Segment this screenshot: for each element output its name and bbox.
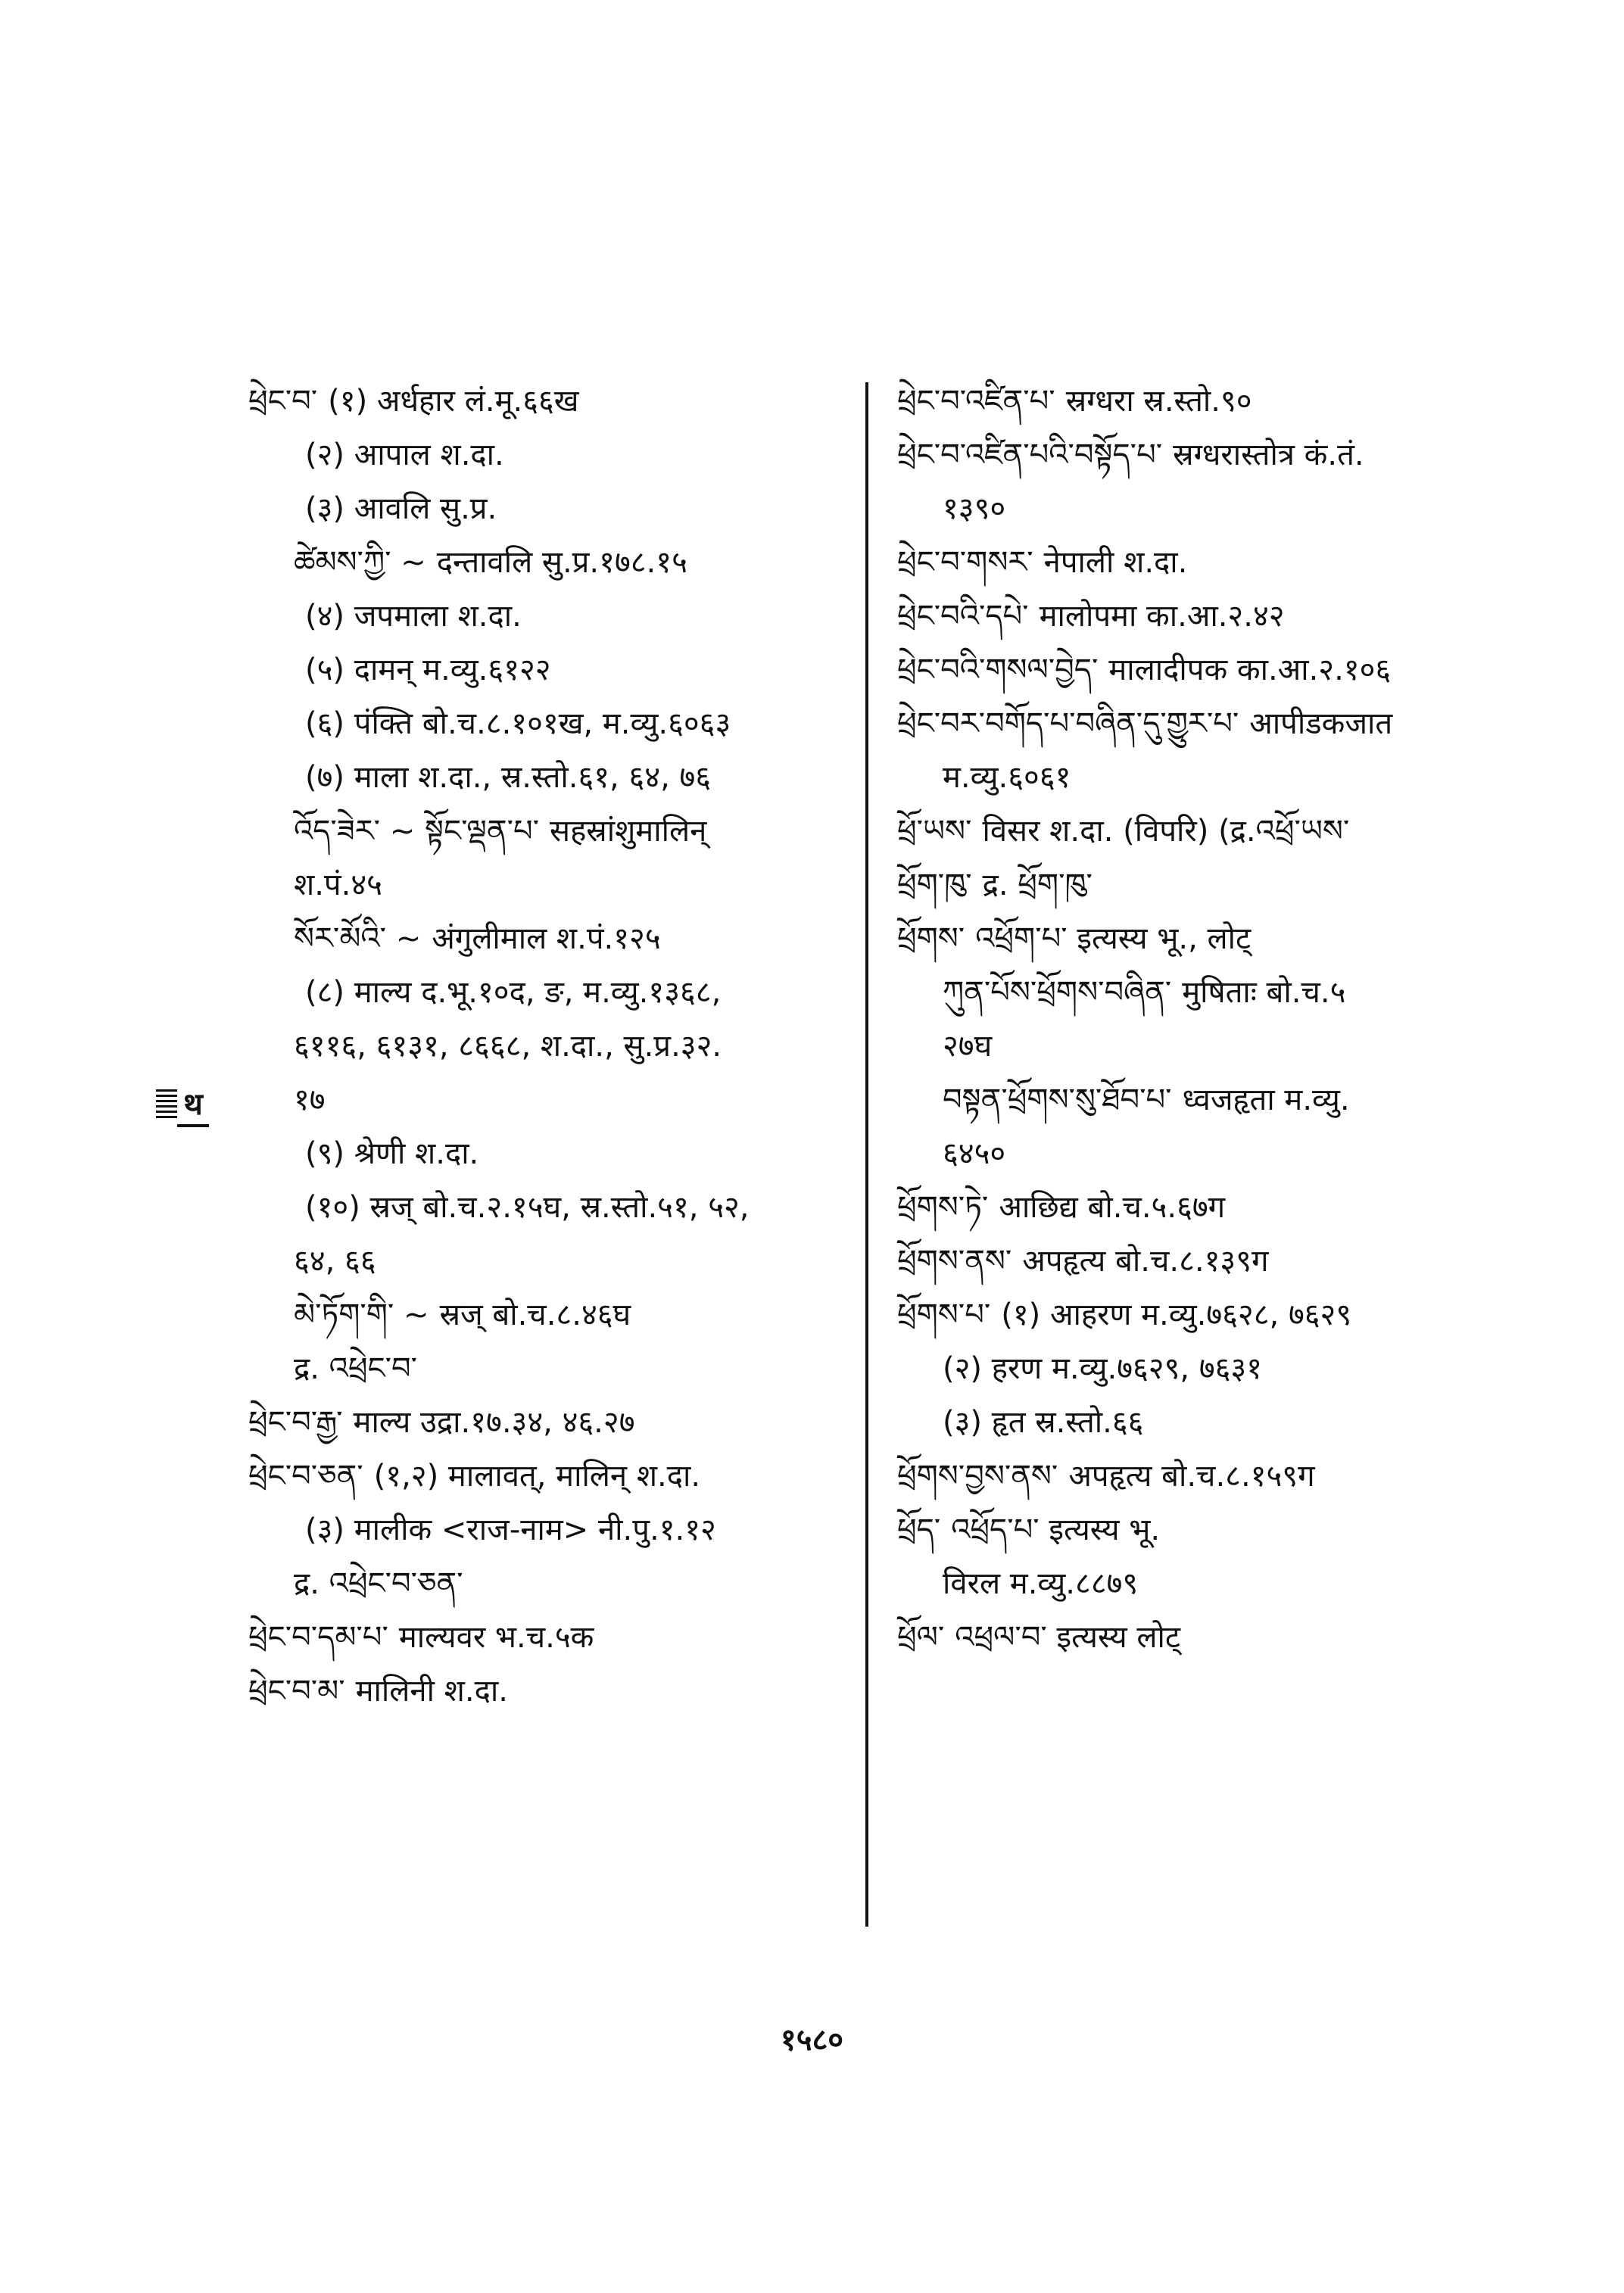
left-column — [248, 382, 846, 1710]
sanskrit-definition: स्रग्धरास्तोत्र कं.तं. — [1173, 438, 1364, 472]
sanskrit-definition: मुषिताः बो.च.५ — [1182, 975, 1346, 1010]
grammatical-note: འཕྲལ་བ་ इत्यस्य लोट् — [955, 1620, 1181, 1655]
sanskrit-definition: माल्यवर भ.च.५क — [398, 1620, 594, 1655]
entry-line — [248, 597, 846, 635]
tibetan-headword: ཕྲེང་བ་གསར་ — [897, 545, 1033, 580]
right-column — [897, 382, 1503, 1656]
tibetan-headword: ཕྲེང་བ་འཛིན་པའི་བསྟོད་པ་ — [897, 438, 1163, 472]
entry-line — [897, 490, 1503, 528]
entry-line — [248, 1565, 846, 1603]
entry-line — [248, 1135, 846, 1173]
section-letter-marker — [156, 1085, 209, 1124]
sanskrit-definition: ६४, ६६ — [294, 1244, 376, 1279]
entry-line — [897, 1457, 1503, 1495]
tibetan-headword: ཕྲེང་བ་འཛིན་པ་ — [897, 384, 1055, 419]
sanskrit-definition: (१०) स्रज् बो.च.२.१५घ, स्र.स्तो.५१, ५२, — [305, 1190, 750, 1225]
tibetan-headword: ཕྲོལ་ — [897, 1620, 945, 1655]
entry-line — [897, 866, 1503, 904]
entry-line — [248, 1672, 846, 1710]
entry-line — [248, 974, 846, 1011]
sanskrit-definition: मालादीपक का.आ.२.१०६ — [1108, 653, 1392, 687]
entry-line — [897, 1350, 1503, 1388]
entry-line — [248, 1081, 846, 1119]
grammatical-note: འཕྲོད་པ་ इत्यस्य भू. — [951, 1513, 1161, 1547]
sanskrit-definition: (३) हृत स्र.स्तो.६६ — [943, 1405, 1144, 1440]
entry-line — [248, 759, 846, 796]
sanskrit-definition: (५) दामन् म.व्यु.६१२२ — [305, 653, 551, 687]
sanskrit-definition: (२) आपाल श.दा. — [305, 438, 504, 472]
entry-line — [248, 920, 846, 958]
entry-line — [248, 705, 846, 743]
page-number: १५८० — [780, 2023, 844, 2058]
sanskrit-definition: अंगुलीमाल श.पं.१२५ — [432, 921, 661, 956]
sanskrit-definition: (३) मालीक <राज-नाम> नी.पु.१.१२ — [305, 1513, 716, 1547]
sanskrit-definition: (४) जपमाला श.दा. — [305, 599, 522, 634]
sanskrit-definition: (१) आहरण म.व्यु.७६२८, ७६२९ — [1001, 1298, 1352, 1332]
sanskrit-definition: मालिनी श.दा. — [355, 1674, 508, 1709]
tibetan-phrase: བསྟན་ཕྲོགས་སུ་ཐོབ་པ་ — [943, 1083, 1172, 1117]
tibetan-headword: ཕྲོ་ཡས་ — [897, 814, 972, 849]
sanskrit-definition: आपीडकजात — [1249, 706, 1393, 741]
entry-line — [248, 1404, 846, 1441]
cross-reference: द्र. འཕྲེང་བ་ — [294, 1351, 418, 1386]
entry-line — [897, 705, 1503, 743]
tibetan-headword: ཕྲོགས་ནས་ — [897, 1244, 1012, 1279]
entry-line — [897, 812, 1503, 850]
sanskrit-definition: (३) आवलि सु.प्र. — [305, 491, 497, 526]
sanskrit-definition: अपहृत्य बो.च.८.१५९ग — [1068, 1459, 1315, 1494]
entry-line — [248, 1242, 846, 1280]
sanskrit-definition: (६) पंक्ति बो.च.८.१०१ख, म.व्यु.६०६३ — [305, 706, 731, 741]
tibetan-phrase: ཀུན་པོས་ཕྲོགས་བཞིན་ — [943, 975, 1172, 1010]
entry-line — [248, 436, 846, 474]
sanskrit-definition: (७) माला श.दा., स्र.स्तो.६१, ६४, ७६ — [305, 760, 712, 795]
tibetan-headword: ཕྲེང་བ་དམ་པ་ — [248, 1620, 388, 1655]
entry-line — [248, 490, 846, 528]
sanskrit-definition: ६११६, ६१३१, ८६६८, श.दा., सु.प्र.३२. — [294, 1029, 722, 1064]
entry-line — [248, 1457, 846, 1495]
cross-reference: द्र. འཕྲེང་བ་ཅན་ — [294, 1566, 463, 1601]
entry-line — [897, 1242, 1503, 1280]
tibetan-headword: སོར་མོའི་ ~ — [294, 921, 422, 956]
tibetan-headword: ཕྲེང་བ་ — [248, 384, 318, 419]
entry-line — [248, 544, 846, 581]
sanskrit-definition: विसर श.दा. (विपरि) (द्र.འཕྲོ་ཡས་ — [982, 814, 1350, 849]
sanskrit-definition: आछिद्य बो.च.५.६७ग — [999, 1190, 1226, 1225]
entry-line — [897, 436, 1503, 474]
column-divider — [865, 382, 868, 1927]
tibetan-headword: ཕྲེང་བའི་གསལ་བྱེད་ — [897, 653, 1099, 687]
tibetan-headword: ཕྲོགས་པ་ — [897, 1298, 991, 1332]
sanskrit-definition: १३९० — [943, 491, 1006, 526]
entry-line — [897, 1027, 1503, 1065]
tibetan-headword: ཕྲོགས་ཏེ་ — [897, 1190, 989, 1225]
entry-line — [897, 1511, 1503, 1549]
sanskrit-definition: मालोपमा का.आ.२.४२ — [1039, 599, 1285, 634]
entry-line — [248, 1189, 846, 1226]
sanskrit-definition: स्रज् बो.च.८.४६घ — [439, 1298, 631, 1332]
entry-line — [248, 1296, 846, 1334]
grammatical-note: འཕྲོག་པ་ इत्यस्य भू., लोट् — [975, 921, 1252, 956]
entry-line — [248, 866, 846, 904]
tibetan-headword: ཕྲོག་ཁུ་ — [897, 868, 972, 902]
tibetan-headword: ཚེམས་ཀྱི་ ~ — [294, 545, 426, 580]
entry-line — [248, 1618, 846, 1656]
sanskrit-definition: माल्य उद्रा.१७.३४, ४६.२७ — [353, 1405, 635, 1440]
thumb-index-bars — [156, 1089, 177, 1120]
tibetan-headword: ཕྲེང་བ་རྒྱ་ — [248, 1405, 343, 1440]
tibetan-headword: ཕྲེང་བའི་དཔེ་ — [897, 599, 1029, 634]
entry-line — [248, 812, 846, 850]
sanskrit-definition: स्रग्धरा स्र.स्तो.९० — [1065, 384, 1252, 419]
sanskrit-definition: ६४५० — [943, 1136, 1006, 1171]
tibetan-headword: ཕྲོགས་ — [897, 921, 965, 956]
sanskrit-definition: अपहृत्य बो.च.८.१३९ग — [1022, 1244, 1269, 1279]
entry-line — [897, 1189, 1503, 1226]
entry-line — [897, 920, 1503, 958]
sanskrit-definition: १७ — [294, 1083, 326, 1117]
cross-reference: द्र. ཕྲོག་ཁུ་ — [982, 868, 1093, 902]
tibetan-headword: ཕྲོགས་བྱས་ནས་ — [897, 1459, 1058, 1494]
section-letter: थ — [177, 1085, 209, 1127]
sanskrit-definition: (२) हरण म.व्यु.७६२९, ७६३१ — [943, 1351, 1263, 1386]
sanskrit-definition: म.व्यु.६०६१ — [943, 760, 1071, 795]
entry-line — [897, 544, 1503, 581]
entry-line — [897, 597, 1503, 635]
entry-line — [897, 382, 1503, 420]
sanskrit-definition: (१) अर्धहार लं.मू.६६ख — [328, 384, 579, 419]
entry-line — [897, 1135, 1503, 1173]
sanskrit-definition: २७घ — [943, 1029, 993, 1064]
entry-line — [897, 1404, 1503, 1441]
entry-line — [897, 1618, 1503, 1656]
entry-line — [248, 382, 846, 420]
entry-line — [248, 651, 846, 689]
entry-line — [897, 974, 1503, 1011]
entry-line — [248, 1350, 846, 1388]
entry-line — [897, 1565, 1503, 1603]
sanskrit-definition: ध्वजहृता म.व्यु. — [1182, 1083, 1350, 1117]
sanskrit-definition: विरल म.व्यु.८८७९ — [943, 1566, 1139, 1601]
tibetan-headword: ཕྲོད་ — [897, 1513, 941, 1547]
sanskrit-definition: (१,२) मालावत्, मालिन् श.दा. — [373, 1459, 701, 1494]
tibetan-headword: ཕྲེང་བ་མ་ — [248, 1674, 345, 1709]
entry-line — [248, 1511, 846, 1549]
entry-line — [897, 1296, 1503, 1334]
sanskrit-definition: सहस्रांशुमालिन् — [550, 814, 707, 849]
tibetan-headword: མེ་ཏོག་གི་ ~ — [294, 1298, 429, 1332]
sanskrit-definition: नेपाली श.दा. — [1043, 545, 1188, 580]
tibetan-headword: ཕྲེང་བར་བགོད་པ་བཞིན་དུ་གྱུར་པ་ — [897, 706, 1239, 741]
entry-line — [897, 651, 1503, 689]
sanskrit-definition: (८) माल्य द.भू.१०द, ङ, म.व्यु.१३६८, — [305, 975, 722, 1010]
entry-line — [897, 1081, 1503, 1119]
sanskrit-definition: (९) श्रेणी श.दा. — [305, 1136, 479, 1171]
entry-line — [897, 759, 1503, 796]
tibetan-headword: འོད་ཟེར་ ~ སྟོང་ལྡན་པ་ — [294, 814, 540, 849]
sanskrit-definition: श.पं.४५ — [294, 868, 382, 902]
entry-line — [248, 1027, 846, 1065]
tibetan-headword: ཕྲེང་བ་ཅན་ — [248, 1459, 363, 1494]
sanskrit-definition: दन्तावलि सु.प्र.१७८.१५ — [436, 545, 687, 580]
